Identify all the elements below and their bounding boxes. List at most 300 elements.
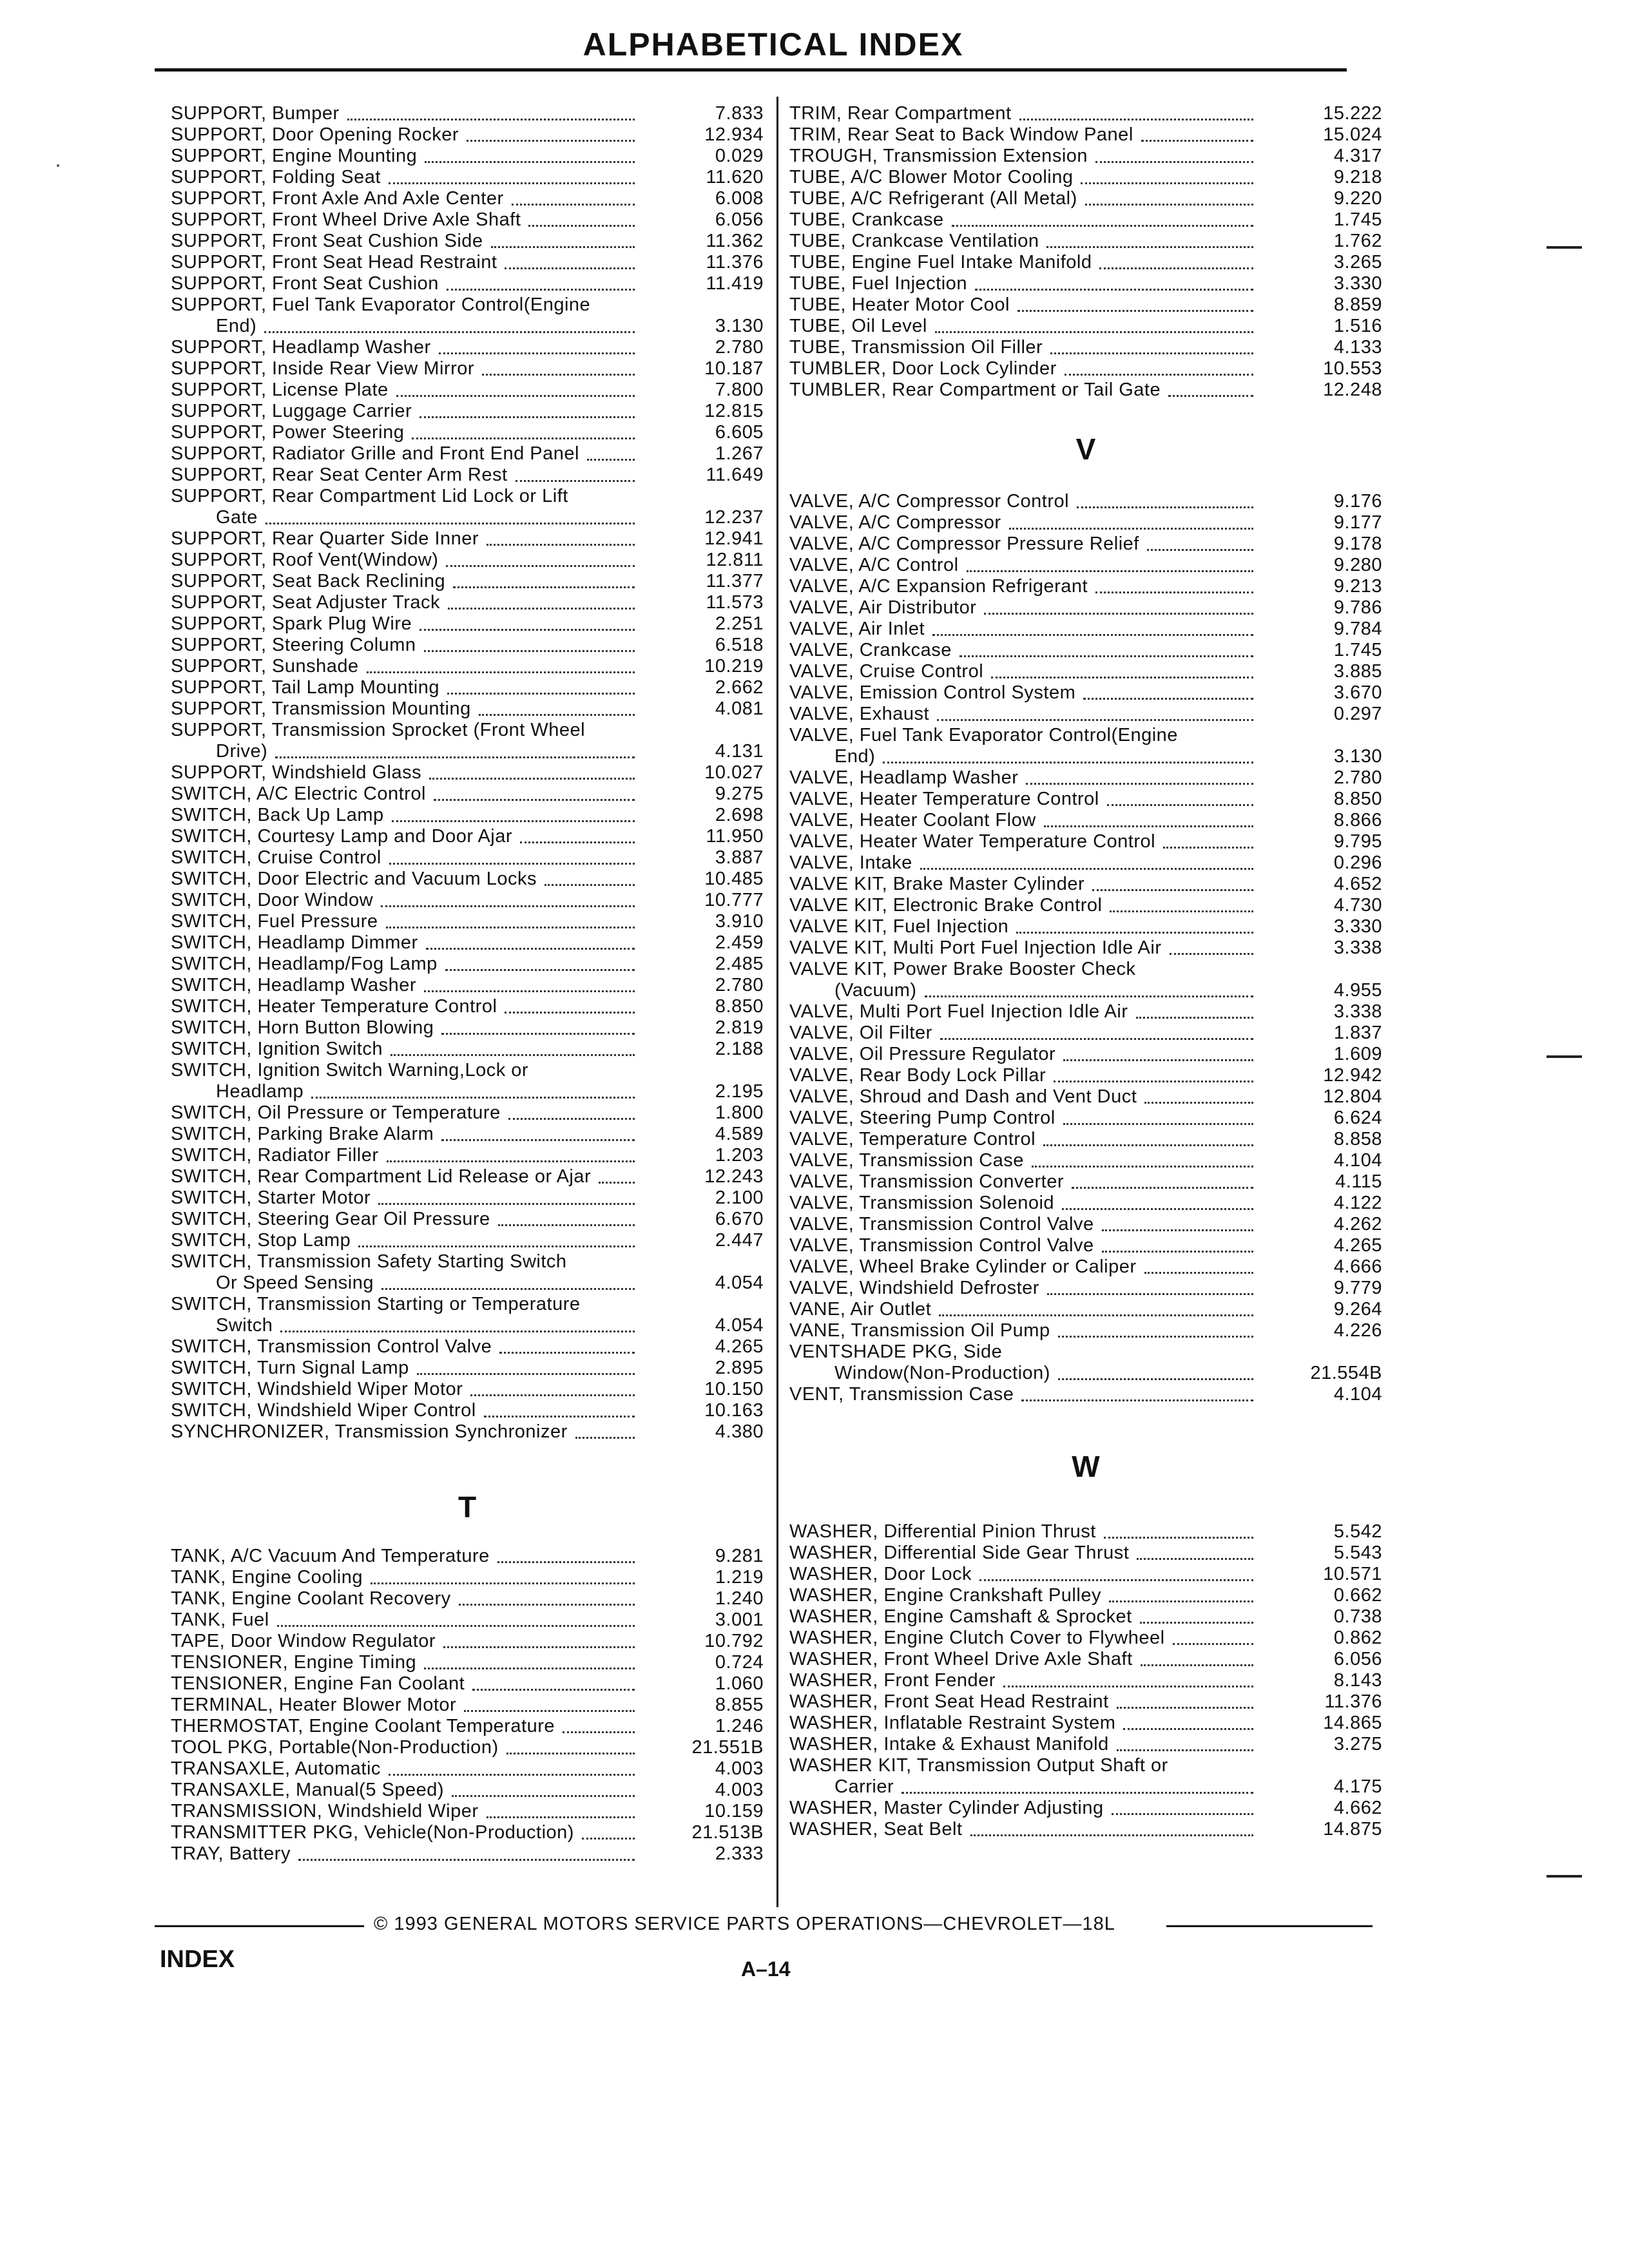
dot-leader bbox=[506, 1753, 635, 1754]
entry-page-reference: 1.060 bbox=[654, 1673, 764, 1695]
index-entry bbox=[789, 959, 1382, 1001]
entry-page-reference: 7.800 bbox=[654, 380, 764, 401]
index-entry bbox=[789, 1320, 1382, 1341]
dot-leader bbox=[1112, 1813, 1253, 1815]
entry-page-reference: 12.942 bbox=[1273, 1065, 1382, 1086]
dot-leader bbox=[479, 714, 635, 716]
entry-page-reference: 9.177 bbox=[1273, 512, 1382, 533]
entry-name: VANE, Transmission Oil Pump bbox=[789, 1320, 1055, 1341]
entry-page-reference: 2.780 bbox=[1273, 767, 1382, 789]
dot-leader bbox=[1083, 698, 1253, 700]
section-letter-w: W bbox=[1072, 1450, 1100, 1483]
entry-page-reference: 9.779 bbox=[1273, 1278, 1382, 1299]
dot-leader bbox=[280, 1331, 635, 1332]
entry-page-reference: 1.267 bbox=[654, 443, 764, 465]
entry-page-reference: 0.738 bbox=[1273, 1606, 1382, 1628]
index-entry bbox=[789, 1214, 1382, 1235]
entry-name: SWITCH, Ignition Switch Warning,Lock or bbox=[171, 1060, 529, 1081]
entry-page-reference: 4.265 bbox=[1273, 1235, 1382, 1256]
entry-page-reference: 4.265 bbox=[654, 1336, 764, 1358]
entry-name: VALVE, Transmission Control Valve bbox=[789, 1235, 1099, 1256]
entry-page-reference: 4.955 bbox=[1273, 980, 1382, 1001]
entry-page-reference: 2.195 bbox=[654, 1081, 764, 1102]
dot-leader bbox=[265, 523, 635, 524]
entry-page-reference: 3.130 bbox=[1273, 746, 1382, 767]
dot-leader bbox=[935, 331, 1253, 333]
dot-leader bbox=[1065, 374, 1253, 376]
index-entry bbox=[789, 1193, 1382, 1214]
entry-page-reference: 10.187 bbox=[654, 358, 764, 380]
entry-name: VENT, Transmission Case bbox=[789, 1384, 1019, 1405]
index-entry bbox=[789, 380, 1382, 401]
entry-page-reference: 12.243 bbox=[654, 1166, 764, 1187]
dot-leader bbox=[358, 1245, 635, 1247]
footer-page-number: A–14 bbox=[741, 1957, 791, 1981]
entry-name: SUPPORT, Bumper bbox=[171, 103, 345, 124]
index-entry bbox=[171, 1336, 764, 1358]
footer-rule-left bbox=[155, 1925, 364, 1927]
entry-page-reference: 2.780 bbox=[654, 337, 764, 358]
entry-name: SUPPORT, Door Opening Rocker bbox=[171, 124, 464, 145]
section-w-entries bbox=[789, 1521, 1382, 1840]
entry-page-reference: 4.131 bbox=[654, 741, 764, 762]
index-entry bbox=[789, 1585, 1382, 1606]
entry-page-reference: 3.275 bbox=[1273, 1734, 1382, 1755]
index-entry bbox=[171, 1358, 764, 1379]
entry-page-reference: 1.609 bbox=[1273, 1044, 1382, 1065]
entry-page-reference: 12.815 bbox=[654, 401, 764, 422]
index-entry bbox=[171, 1801, 764, 1822]
index-entry bbox=[171, 209, 764, 231]
dot-leader bbox=[389, 182, 635, 184]
dot-leader bbox=[1144, 1102, 1253, 1104]
index-entry bbox=[171, 805, 764, 826]
dot-leader bbox=[967, 570, 1253, 572]
index-entry bbox=[171, 996, 764, 1017]
dot-leader bbox=[387, 1160, 635, 1162]
entry-name: SUPPORT, License Plate bbox=[171, 380, 394, 400]
entry-name: SUPPORT, Power Steering bbox=[171, 422, 409, 443]
entry-name: VALVE, Air Inlet bbox=[789, 619, 930, 639]
index-entry bbox=[789, 146, 1382, 167]
dot-leader bbox=[1092, 889, 1253, 891]
index-entry bbox=[789, 1023, 1382, 1044]
dot-leader bbox=[311, 1097, 635, 1099]
entry-name: WASHER KIT, Transmission Output Shaft or bbox=[789, 1755, 1168, 1776]
index-entry bbox=[789, 1564, 1382, 1585]
entry-name: SWITCH, Turn Signal Lamp bbox=[171, 1358, 414, 1378]
entry-page-reference: 9.275 bbox=[654, 783, 764, 805]
index-entry bbox=[789, 316, 1382, 337]
entry-page-reference: 9.220 bbox=[1273, 188, 1382, 209]
entry-name: TRANSMITTER PKG, Vehicle(Non-Production) bbox=[171, 1822, 579, 1843]
entry-name: SWITCH, Parking Brake Alarm bbox=[171, 1124, 439, 1144]
entry-page-reference: 8.850 bbox=[654, 996, 764, 1017]
entry-page-reference: 2.333 bbox=[654, 1843, 764, 1865]
entry-name: VALVE, A/C Control bbox=[789, 555, 964, 575]
index-entry bbox=[789, 1628, 1382, 1649]
index-entry bbox=[171, 592, 764, 613]
page-title: ALPHABETICAL INDEX bbox=[583, 26, 964, 62]
index-entry bbox=[789, 231, 1382, 252]
entry-name: SUPPORT, Transmission Mounting bbox=[171, 698, 476, 719]
entry-page-reference: 11.377 bbox=[654, 571, 764, 592]
entry-page-reference: 2.819 bbox=[654, 1017, 764, 1039]
entry-name: SWITCH, Windshield Wiper Motor bbox=[171, 1379, 468, 1399]
entry-name: TOOL PKG, Portable(Non-Production) bbox=[171, 1737, 504, 1758]
entry-page-reference: 6.605 bbox=[654, 422, 764, 443]
entry-page-reference: 6.056 bbox=[654, 209, 764, 231]
entry-name: VALVE, Windshield Defroster bbox=[789, 1278, 1045, 1298]
entry-name: TRANSMISSION, Windshield Wiper bbox=[171, 1801, 484, 1821]
entry-page-reference: 3.001 bbox=[654, 1610, 764, 1631]
index-entry bbox=[789, 1129, 1382, 1150]
index-entry bbox=[171, 847, 764, 869]
entry-page-reference: 1.800 bbox=[654, 1102, 764, 1124]
entry-name: VALVE, Multi Port Fuel Injection Idle Air bbox=[789, 1001, 1133, 1022]
dot-leader bbox=[424, 990, 635, 992]
section-v-entries bbox=[789, 491, 1382, 1405]
entry-name: SWITCH, Radiator Filler bbox=[171, 1145, 384, 1166]
entry-page-reference: 4.115 bbox=[1273, 1171, 1382, 1193]
entry-page-reference: 10.792 bbox=[654, 1631, 764, 1652]
entry-name: WASHER, Front Seat Head Restraint bbox=[789, 1691, 1114, 1712]
entry-page-reference: 4.175 bbox=[1273, 1776, 1382, 1798]
entry-page-reference: 9.264 bbox=[1273, 1299, 1382, 1320]
entry-page-reference: 15.024 bbox=[1273, 124, 1382, 146]
index-entry bbox=[171, 380, 764, 401]
dot-leader bbox=[959, 655, 1253, 657]
entry-name: SUPPORT, Windshield Glass bbox=[171, 762, 427, 783]
index-entry bbox=[171, 401, 764, 422]
dot-leader bbox=[528, 225, 635, 227]
entry-page-reference: 2.780 bbox=[654, 975, 764, 996]
index-entry bbox=[171, 167, 764, 188]
entry-name: SWITCH, Headlamp Dimmer bbox=[171, 932, 423, 953]
index-entry bbox=[789, 1819, 1382, 1840]
index-entry bbox=[171, 975, 764, 996]
entry-name-continued: End) bbox=[834, 746, 880, 767]
entry-name: TRIM, Rear Seat to Back Window Panel bbox=[789, 124, 1139, 145]
entry-page-reference: 12.237 bbox=[654, 507, 764, 528]
dot-leader bbox=[1046, 246, 1253, 248]
entry-page-reference: 14.875 bbox=[1273, 1819, 1382, 1840]
dot-leader bbox=[1147, 549, 1253, 551]
index-entry bbox=[171, 422, 764, 443]
dot-leader bbox=[1019, 119, 1253, 120]
entry-name: VALVE KIT, Electronic Brake Control bbox=[789, 895, 1107, 916]
index-entry bbox=[171, 613, 764, 635]
index-entry bbox=[171, 1166, 764, 1187]
entry-page-reference: 9.784 bbox=[1273, 619, 1382, 640]
entry-page-reference: 4.380 bbox=[654, 1421, 764, 1443]
entry-name-continued: End) bbox=[216, 316, 262, 336]
index-entry bbox=[789, 682, 1382, 704]
dot-leader bbox=[412, 437, 635, 439]
entry-page-reference: 9.218 bbox=[1273, 167, 1382, 188]
margin-mark bbox=[1547, 1875, 1582, 1878]
dot-leader bbox=[445, 969, 635, 971]
index-entry bbox=[789, 491, 1382, 512]
entry-page-reference: 9.786 bbox=[1273, 597, 1382, 619]
entry-name: VALVE, A/C Expansion Refrigerant bbox=[789, 576, 1093, 597]
dot-leader bbox=[464, 1710, 635, 1712]
entry-page-reference: 3.130 bbox=[654, 316, 764, 337]
dot-leader bbox=[424, 650, 635, 652]
entry-name: TUBE, Oil Level bbox=[789, 316, 932, 336]
dot-leader bbox=[883, 762, 1253, 764]
dot-leader bbox=[482, 374, 635, 376]
entry-name: SUPPORT, Spark Plug Wire bbox=[171, 613, 417, 634]
index-entry bbox=[171, 294, 764, 337]
entry-name: WASHER, Front Wheel Drive Axle Shaft bbox=[789, 1649, 1138, 1669]
index-entry bbox=[171, 188, 764, 209]
dot-leader bbox=[1141, 1664, 1253, 1666]
entry-page-reference: 12.804 bbox=[1273, 1086, 1382, 1108]
dot-leader bbox=[1117, 1749, 1253, 1751]
entry-page-reference: 11.376 bbox=[654, 252, 764, 273]
dot-leader bbox=[1109, 1600, 1253, 1602]
dot-leader bbox=[264, 331, 635, 333]
entry-page-reference: 10.219 bbox=[654, 656, 764, 677]
entry-name: VALVE, Transmission Case bbox=[789, 1150, 1029, 1171]
index-entry bbox=[171, 720, 764, 762]
entry-name: SUPPORT, Front Seat Cushion Side bbox=[171, 231, 488, 251]
entry-page-reference: 14.865 bbox=[1273, 1713, 1382, 1734]
entry-page-reference: 8.855 bbox=[654, 1695, 764, 1716]
entry-name: SUPPORT, Seat Adjuster Track bbox=[171, 592, 445, 613]
index-entry bbox=[171, 465, 764, 486]
index-entry bbox=[171, 337, 764, 358]
dot-leader bbox=[575, 1437, 635, 1439]
dot-leader bbox=[1058, 1336, 1253, 1338]
entry-page-reference: 11.950 bbox=[654, 826, 764, 847]
dot-leader bbox=[275, 756, 635, 758]
entry-name: SUPPORT, Tail Lamp Mounting bbox=[171, 677, 445, 698]
dot-leader bbox=[1063, 1123, 1253, 1125]
entry-name: TUBE, Crankcase bbox=[789, 209, 949, 230]
entry-page-reference: 3.887 bbox=[654, 847, 764, 869]
entry-name-continued: (Vacuum) bbox=[834, 980, 922, 1001]
index-entry bbox=[789, 1606, 1382, 1628]
entry-name: SUPPORT, Roof Vent(Window) bbox=[171, 550, 443, 570]
index-entry bbox=[789, 704, 1382, 725]
dot-leader bbox=[937, 719, 1253, 721]
entry-name: VALVE, Exhaust bbox=[789, 704, 934, 724]
entry-name: WASHER, Master Cylinder Adjusting bbox=[789, 1798, 1109, 1818]
dot-leader bbox=[1016, 932, 1253, 934]
entry-page-reference: 3.338 bbox=[1273, 1001, 1382, 1023]
entry-name: VANE, Air Outlet bbox=[789, 1299, 936, 1320]
index-entry bbox=[171, 1716, 764, 1737]
entry-name: WASHER, Inflatable Restraint System bbox=[789, 1713, 1121, 1733]
entry-name: TRANSAXLE, Manual(5 Speed) bbox=[171, 1780, 449, 1800]
dot-leader bbox=[1163, 847, 1253, 849]
dot-leader bbox=[367, 671, 635, 673]
index-entry bbox=[171, 1652, 764, 1673]
entry-page-reference: 4.104 bbox=[1273, 1384, 1382, 1405]
index-entry bbox=[171, 677, 764, 698]
entry-page-reference: 21.551B bbox=[654, 1737, 764, 1758]
dot-leader bbox=[1102, 1229, 1253, 1231]
dot-leader bbox=[443, 1646, 635, 1648]
entry-name: VALVE, Oil Pressure Regulator bbox=[789, 1044, 1061, 1064]
entry-name: TROUGH, Transmission Extension bbox=[789, 146, 1093, 166]
left-entries-top bbox=[171, 103, 764, 1443]
index-entry bbox=[171, 1673, 764, 1695]
entry-name: TANK, A/C Vacuum And Temperature bbox=[171, 1546, 495, 1566]
entry-page-reference: 0.724 bbox=[654, 1652, 764, 1673]
index-entry bbox=[171, 1421, 764, 1443]
entry-name: TENSIONER, Engine Fan Coolant bbox=[171, 1673, 470, 1694]
dot-leader bbox=[1032, 1166, 1253, 1168]
index-entry bbox=[789, 1755, 1382, 1798]
entry-name: SWITCH, Headlamp Washer bbox=[171, 975, 421, 995]
index-entry bbox=[171, 826, 764, 847]
entry-name: SUPPORT, Rear Compartment Lid Lock or Lift bbox=[171, 486, 568, 506]
index-entry bbox=[171, 231, 764, 252]
entry-name: VALVE, Fuel Tank Evaporator Control(Engine bbox=[789, 725, 1178, 745]
entry-name: TUBE, Fuel Injection bbox=[789, 273, 972, 294]
entry-name: WASHER, Differential Pinion Thrust bbox=[789, 1521, 1101, 1542]
index-entry bbox=[789, 1150, 1382, 1171]
entry-name: SUPPORT, Steering Column bbox=[171, 635, 421, 655]
entry-name: SWITCH, Door Window bbox=[171, 890, 378, 910]
entry-page-reference: 9.213 bbox=[1273, 576, 1382, 597]
dot-leader bbox=[497, 1561, 635, 1563]
dot-leader bbox=[487, 544, 635, 546]
entry-page-reference: 1.837 bbox=[1273, 1023, 1382, 1044]
index-entry bbox=[171, 103, 764, 124]
dot-leader bbox=[439, 352, 635, 354]
entry-name: WASHER, Engine Crankshaft Pulley bbox=[789, 1585, 1106, 1606]
dot-leader bbox=[1117, 1707, 1253, 1709]
index-entry bbox=[171, 1124, 764, 1145]
index-entry bbox=[171, 1546, 764, 1567]
entry-name: VALVE, A/C Compressor Pressure Relief bbox=[789, 533, 1144, 554]
entry-name: SYNCHRONIZER, Transmission Synchronizer bbox=[171, 1421, 573, 1442]
dot-leader bbox=[1104, 1537, 1253, 1539]
entry-name: SWITCH, Headlamp/Fog Lamp bbox=[171, 954, 443, 974]
dot-leader bbox=[1021, 1399, 1253, 1401]
entry-page-reference: 1.745 bbox=[1273, 209, 1382, 231]
dot-leader bbox=[378, 1203, 635, 1205]
dot-leader bbox=[441, 1139, 635, 1141]
entry-page-reference: 10.159 bbox=[654, 1801, 764, 1822]
entry-name: TUBE, Crankcase Ventilation bbox=[789, 231, 1044, 251]
dot-leader bbox=[1044, 825, 1253, 827]
index-entry bbox=[789, 874, 1382, 895]
entry-name: VALVE, Cruise Control bbox=[789, 661, 988, 682]
entry-page-reference: 0.297 bbox=[1273, 704, 1382, 725]
section-letter-v: V bbox=[1075, 432, 1096, 466]
entry-page-reference: 4.054 bbox=[654, 1315, 764, 1336]
entry-page-reference: 10.553 bbox=[1273, 358, 1382, 380]
index-entry bbox=[171, 954, 764, 975]
entry-name: VALVE, Air Distributor bbox=[789, 597, 981, 618]
entry-name: WASHER, Engine Clutch Cover to Flywheel bbox=[789, 1628, 1170, 1648]
entry-name: SWITCH, Heater Temperature Control bbox=[171, 996, 502, 1017]
entry-page-reference: 12.941 bbox=[654, 528, 764, 550]
dot-leader bbox=[381, 905, 635, 907]
section-letter-t: T bbox=[458, 1490, 477, 1524]
index-entry bbox=[789, 661, 1382, 682]
entry-name: VALVE, Emission Control System bbox=[789, 682, 1081, 703]
entry-page-reference: 1.240 bbox=[654, 1588, 764, 1610]
index-entry bbox=[171, 1737, 764, 1758]
entry-page-reference: 4.003 bbox=[654, 1758, 764, 1780]
index-entry bbox=[789, 1235, 1382, 1256]
entry-name: SUPPORT, Front Seat Cushion bbox=[171, 273, 444, 294]
entry-page-reference: 2.662 bbox=[654, 677, 764, 698]
entry-page-reference: 4.262 bbox=[1273, 1214, 1382, 1235]
entry-name-continued: Headlamp bbox=[216, 1081, 309, 1102]
entry-name: VALVE, Heater Coolant Flow bbox=[789, 810, 1041, 831]
entry-name: TERMINAL, Heater Blower Motor bbox=[171, 1695, 461, 1715]
dot-leader bbox=[979, 1579, 1253, 1581]
entry-page-reference: 12.934 bbox=[654, 124, 764, 146]
index-entry bbox=[789, 124, 1382, 146]
entry-name: TANK, Engine Cooling bbox=[171, 1567, 368, 1588]
index-entry bbox=[171, 783, 764, 805]
index-entry bbox=[171, 146, 764, 167]
index-entry bbox=[789, 1256, 1382, 1278]
entry-name-continued: Gate bbox=[216, 507, 263, 528]
dot-leader bbox=[1085, 204, 1253, 206]
index-entry bbox=[789, 103, 1382, 124]
dot-leader bbox=[516, 480, 635, 482]
index-entry bbox=[171, 273, 764, 294]
entry-name: TANK, Engine Coolant Recovery bbox=[171, 1588, 456, 1609]
entry-name: VALVE, Transmission Control Valve bbox=[789, 1214, 1099, 1235]
entry-page-reference: 11.376 bbox=[1273, 1691, 1382, 1713]
entry-name: VALVE, Crankcase bbox=[789, 640, 957, 660]
index-entry bbox=[171, 1294, 764, 1336]
entry-name: SWITCH, Horn Button Blowing bbox=[171, 1017, 439, 1038]
dot-leader bbox=[441, 1033, 635, 1035]
index-entry bbox=[171, 1610, 764, 1631]
entry-page-reference: 2.447 bbox=[654, 1230, 764, 1251]
index-entry bbox=[789, 810, 1382, 831]
right-column bbox=[789, 103, 1382, 1840]
index-entry bbox=[171, 635, 764, 656]
index-entry bbox=[171, 571, 764, 592]
dot-leader bbox=[952, 225, 1253, 227]
dot-leader bbox=[1026, 783, 1253, 785]
entry-page-reference: 1.219 bbox=[654, 1567, 764, 1588]
entry-page-reference: 12.248 bbox=[1273, 380, 1382, 401]
entry-page-reference: 6.670 bbox=[654, 1209, 764, 1230]
entry-name: TUBE, Engine Fuel Intake Manifold bbox=[789, 252, 1097, 273]
entry-page-reference: 10.777 bbox=[654, 890, 764, 911]
index-entry bbox=[789, 1001, 1382, 1023]
index-entry bbox=[171, 1187, 764, 1209]
index-entry bbox=[789, 209, 1382, 231]
entry-page-reference: 3.265 bbox=[1273, 252, 1382, 273]
index-entry bbox=[789, 337, 1382, 358]
entry-name: WASHER, Intake & Exhaust Manifold bbox=[789, 1734, 1114, 1754]
index-entry bbox=[789, 1649, 1382, 1670]
scan-speck bbox=[57, 164, 59, 167]
index-entry bbox=[171, 1588, 764, 1610]
index-entry bbox=[789, 358, 1382, 380]
entry-name: VALVE, Transmission Solenoid bbox=[789, 1193, 1059, 1213]
footer-rule-right bbox=[1166, 1925, 1373, 1927]
entry-page-reference: 8.143 bbox=[1273, 1670, 1382, 1691]
dot-leader bbox=[491, 246, 635, 248]
entry-name: SWITCH, Rear Compartment Lid Release or Ajar bbox=[171, 1166, 596, 1187]
entry-name: TRANSAXLE, Automatic bbox=[171, 1758, 386, 1779]
